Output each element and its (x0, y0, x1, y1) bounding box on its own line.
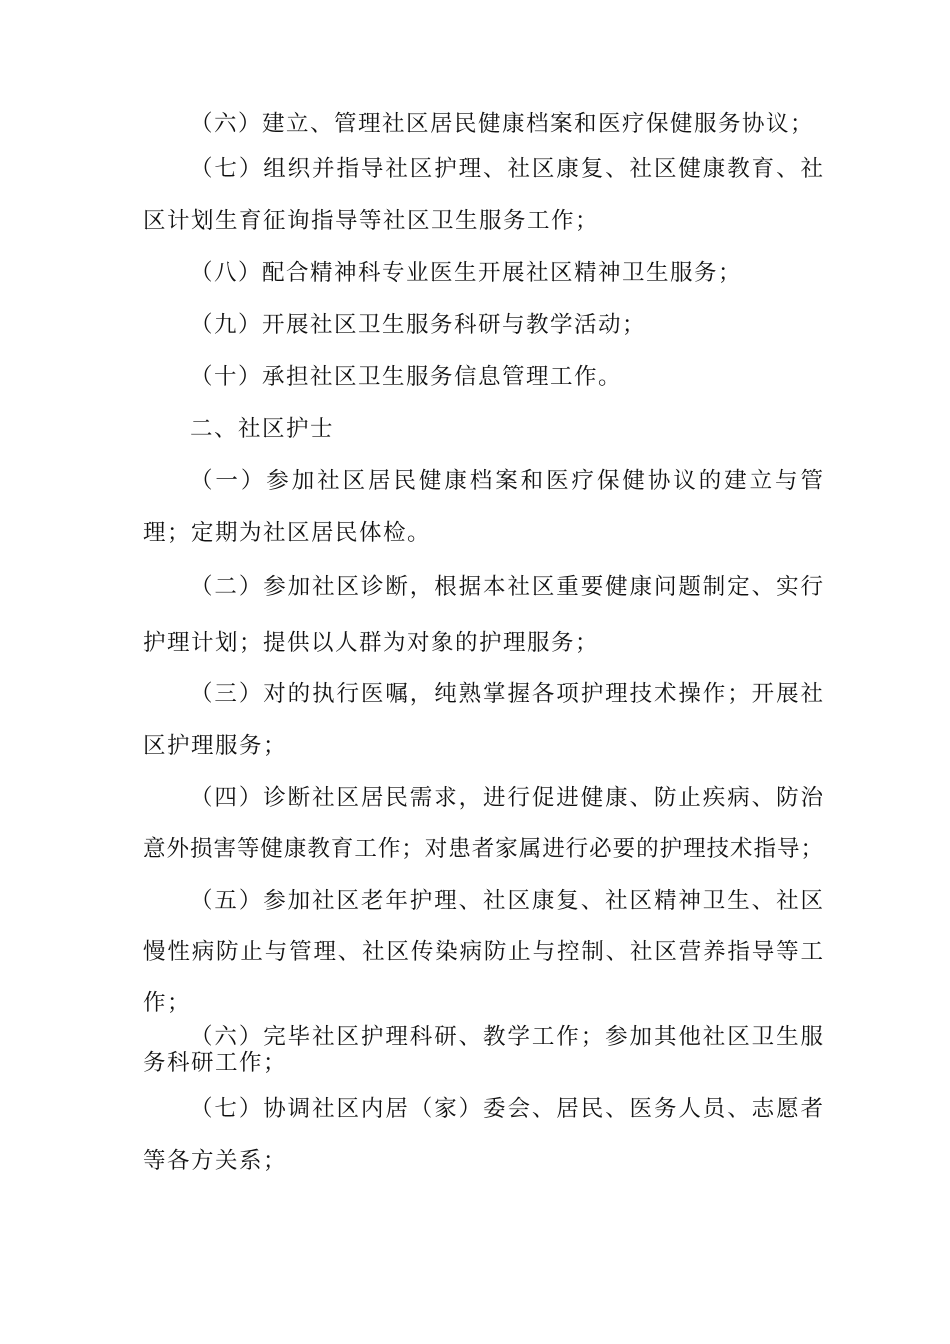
text-line: （二）参加社区诊断，根据本社区重要健康问题制定、实行 (190, 574, 823, 600)
text-line: 务科研工作； (143, 1050, 288, 1076)
text-line: （六）完毕社区护理科研、教学工作；参加其他社区卫生服 (190, 1024, 823, 1050)
text-line: （七）组织并指导社区护理、社区康复、社区健康教育、社 (190, 156, 823, 182)
text-line: 护理计划；提供以人群为对象的护理服务； (143, 630, 600, 656)
text-line: （九）开展社区卫生服务科研与教学活动； (190, 312, 647, 338)
text-line: 等各方关系； (143, 1148, 288, 1174)
text-line: （四）诊断社区居民需求，进行促进健康、防止疾病、防治 (190, 785, 823, 811)
text-line: 理；定期为社区居民体检。 (143, 520, 432, 546)
text-line: （十）承担社区卫生服务信息管理工作。 (190, 364, 623, 390)
text-line: （一）参加社区居民健康档案和医疗保健协议的建立与管 (190, 468, 823, 494)
text-line: 慢性病防止与管理、社区传染病防止与控制、社区营养指导等工 (143, 939, 823, 965)
text-line: （六）建立、管理社区居民健康档案和医疗保健服务协议； (190, 111, 815, 137)
text-line: 作； (143, 990, 192, 1016)
text-line: （三）对的执行医嘱，纯熟掌握各项护理技术操作；开展社 (190, 681, 823, 707)
section-heading: 二、社区护士 (190, 416, 335, 442)
text-line: 区护理服务； (143, 733, 288, 759)
text-line: （五）参加社区老年护理、社区康复、社区精神卫生、社区 (190, 888, 823, 914)
text-line: 意外损害等健康教育工作；对患者家属进行必要的护理技术指导； (143, 836, 823, 862)
text-line: （七）协调社区内居（家）委会、居民、医务人员、志愿者 (190, 1096, 823, 1122)
text-line: 区计划生育征询指导等社区卫生服务工作； (143, 208, 600, 234)
text-line: （八）配合精神科专业医生开展社区精神卫生服务； (190, 260, 743, 286)
